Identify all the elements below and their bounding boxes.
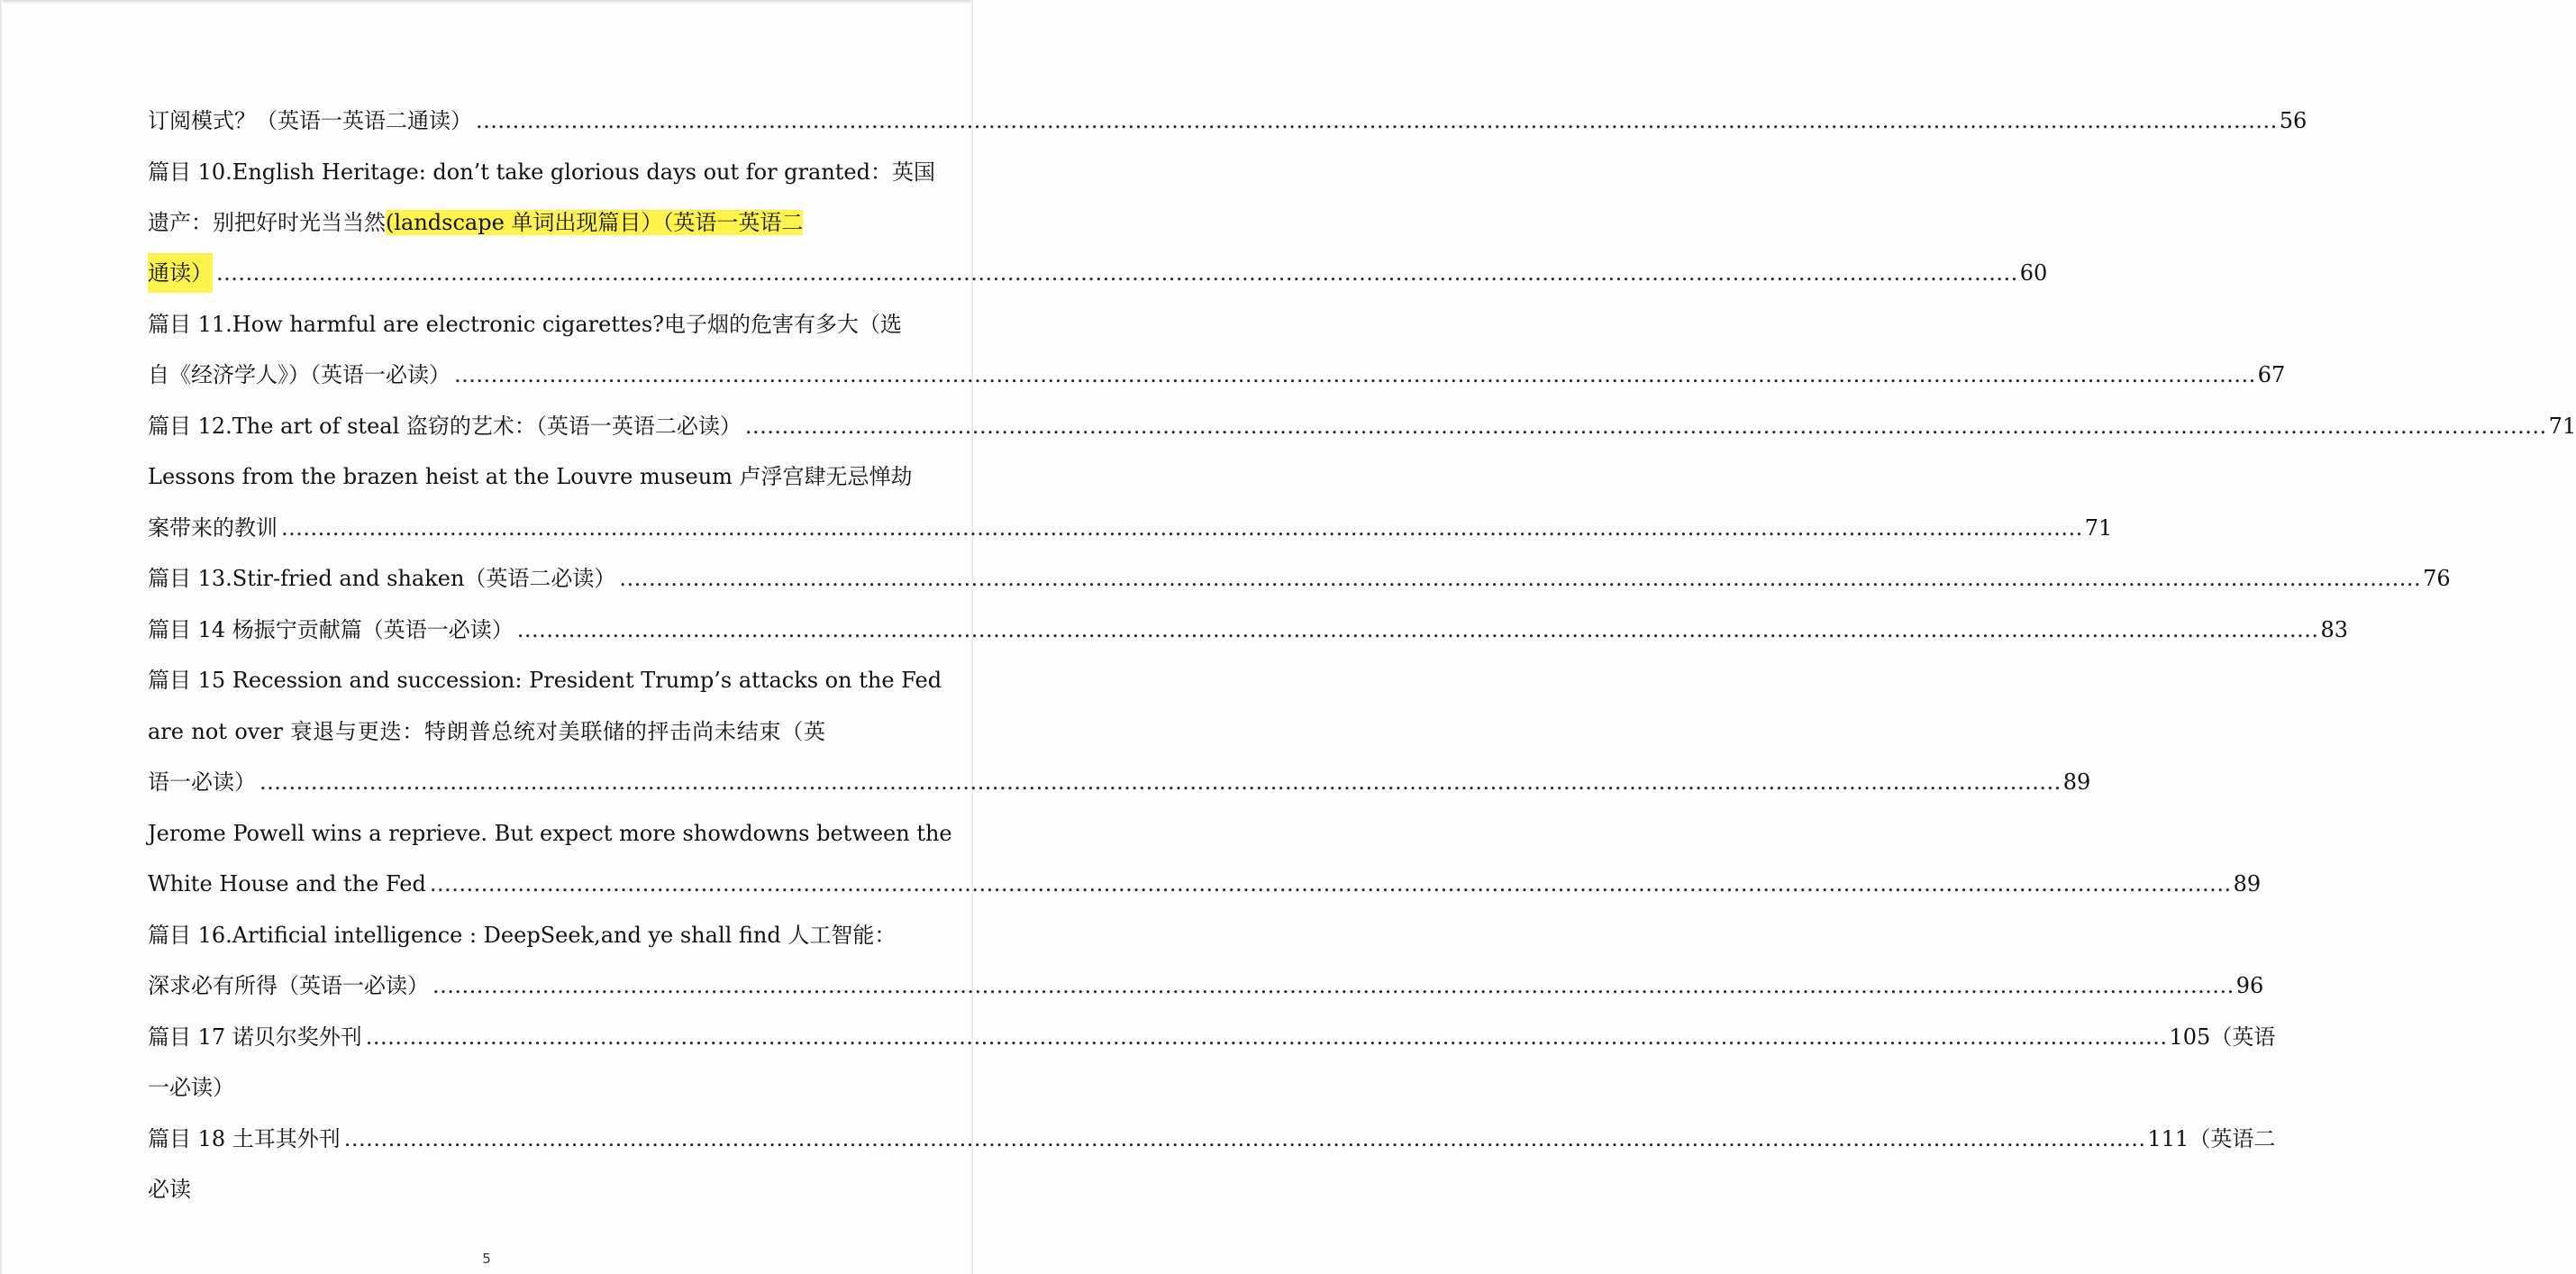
toc-entry-10-end xyxy=(148,253,2048,293)
dot-leader xyxy=(432,966,2235,1006)
dot-leader xyxy=(619,559,2421,598)
toc-page-number: 71 xyxy=(2548,414,2576,439)
highlighted-text: (landscape 单词出现篇目）（英语一英语二 xyxy=(386,210,804,235)
page-number: 5 xyxy=(482,1251,491,1267)
toc-entry-12-sub-end: 案带来的教训 ..... 71 xyxy=(148,508,825,548)
dot-leader xyxy=(454,355,2256,395)
toc-page-number: 71 xyxy=(2084,515,2113,541)
toc-page-number: 60 xyxy=(2019,260,2048,286)
toc-entry-15-title: 篇目 15 Recession and succession: President Trump’s attacks on the Fed xyxy=(148,668,942,693)
page-top-edge xyxy=(0,0,973,4)
toc-entry-10-subtitle: 遗产：别把好时光当当然(landscape 单词出现篇目）（英语一英语二 xyxy=(148,210,804,235)
dot-leader xyxy=(517,610,2319,650)
toc-entry-11-title: 篇目 11.How harmful are electronic cigarettes?电子烟的危害有多大（选 xyxy=(148,312,903,337)
toc-page-number: 105 xyxy=(2169,1024,2211,1050)
toc-entry-15-subtitle: are not over 衰退与更迭：特朗普总统对美联储的抨击尚未结束（英 xyxy=(148,719,825,744)
dot-leader xyxy=(344,1119,2146,1159)
highlighted-text: 通读） xyxy=(148,253,213,293)
toc-page-number: 67 xyxy=(2257,362,2286,387)
toc-page-number: 96 xyxy=(2235,973,2264,998)
toc-entry-12-sub-title: Lessons from the brazen heist at the Louvre museum 卢浮宫肆无忌惮劫 xyxy=(148,464,913,489)
toc-entry-16-end: 深求必有所得（英语一必读） ..... 96 xyxy=(148,966,825,1006)
toc-page-number: 83 xyxy=(2320,617,2349,642)
toc-entry-15-end: 语一必读） ..... 89 xyxy=(148,762,825,802)
toc-page-number: 89 xyxy=(2233,871,2262,896)
toc-entry-12: 篇目 12.The art of steal 盗窃的艺术：（英语一英语二必读） ..... 71 xyxy=(148,406,825,446)
toc-entry-17-end: 一必读） xyxy=(148,1075,234,1100)
toc-page-number: 76 xyxy=(2423,566,2451,591)
toc-entry-14: 篇目 14 杨振宁贡献篇（英语一必读） ..... 83 xyxy=(148,610,825,650)
toc-entry-13: 篇目 13.Stir-fried and shaken（英语二必读） ..... 76 xyxy=(148,559,825,598)
dot-leader xyxy=(745,406,2547,446)
toc-entry-17: 篇目 17 诺贝尔奖外刊 ..... 105 （英语 xyxy=(148,1017,825,1057)
toc-page-number: 89 xyxy=(2062,769,2091,795)
dot-leader xyxy=(281,508,2083,548)
toc-entry-18: 篇目 18 土耳其外刊 ..... 111 （英语二 xyxy=(148,1119,825,1159)
toc-entry-15-sub-end: White House and the Fed ..... 89 xyxy=(148,864,825,904)
dot-leader xyxy=(366,1017,2168,1057)
toc-entry-subscription: 订阅模式？（英语一英语二通读） ..... 56 xyxy=(148,101,825,141)
dot-leader xyxy=(216,253,2018,293)
dot-leader xyxy=(430,864,2232,904)
dot-leader xyxy=(476,101,2278,141)
toc-entry-15-sub-title: Jerome Powell wins a reprieve. But expect more showdowns between the xyxy=(148,821,952,846)
toc-entry-16-title: 篇目 16.Artificial intelligence : DeepSeek,and ye shall find 人工智能： xyxy=(148,923,897,948)
toc-entry-11-end: 自《经济学人》）（英语一必读） ..... 67 xyxy=(148,355,825,395)
dot-leader xyxy=(259,762,2062,802)
toc-page-number: 56 xyxy=(2279,108,2307,133)
toc-page-number: 111 xyxy=(2147,1126,2189,1151)
page-left-edge xyxy=(0,0,3,1274)
toc-entry-18-end: 必读 xyxy=(148,1177,191,1202)
toc-entry-10-title: 篇目 10.English Heritage: don’t take glorious days out for granted：英国 xyxy=(148,159,935,185)
